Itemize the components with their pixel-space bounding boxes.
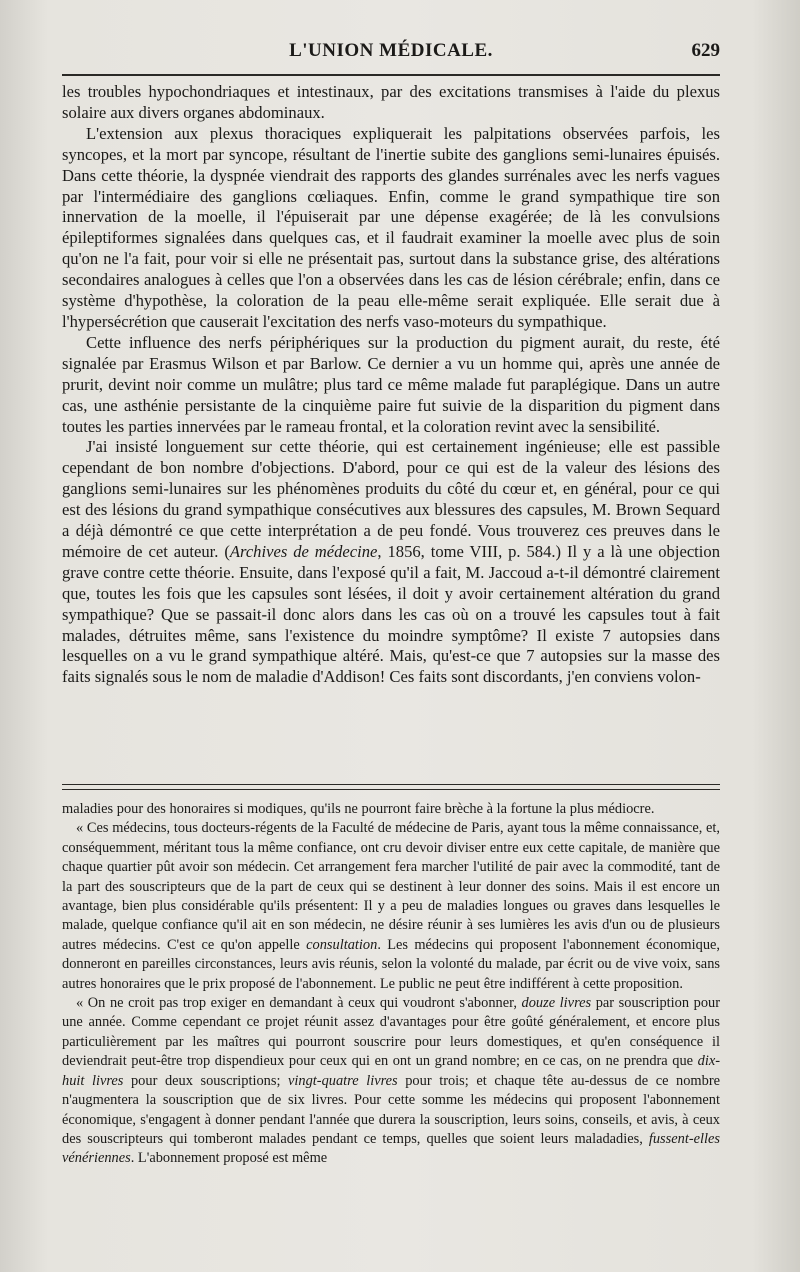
header-rule bbox=[62, 74, 720, 76]
italic-dix-huit-livres: dix-huit livres bbox=[62, 1053, 720, 1089]
feuilleton-paragraph-3 bbox=[62, 994, 720, 1169]
italic-consultation: consultation bbox=[306, 936, 378, 953]
running-title: L'UNION MÉDICALE. bbox=[289, 40, 493, 61]
feuilleton-p2-part-a: « Ces médecins, tous docteurs-régents de la Faculté de médecine de Paris, ayant tous la même connaissance, et, conséquemment, méritant tous la même confiance, ont cru devoir diviser entre eux cette capitale, de manière que chaque quartier pût avoir son médecin. Cet arrangement fera marcher l'utilité de pair avec la commodité, tant de la part des souscripteurs que de la part de ceux qui se destinent à leur donner des soins. Mais il est encore un avantage, bien plus considérable qu'ils présentent: Il y a peu de maladies longues ou graves dans lesquelles le malade, quelque confiance qu'il ait en son médecin, ne désire réunir à ses lumières les avis d'un ou de plusieurs autres médecins. C'est ce qu'on appelle bbox=[62, 820, 720, 953]
feuilleton-p3-part-a: « On ne croit pas trop exiger en demandant à ceux qui voudront s'abonner, bbox=[76, 995, 522, 1012]
paragraph-1: les troubles hypochondriaques et intestinaux, par des excitations transmises à l'aide du plexus solaire aux divers organes abdominaux. bbox=[62, 82, 720, 122]
paragraph-3: Cette influence des nerfs périphériques sur la production du pigment aurait, du reste, été signalée par Erasmus Wilson et par Barlow. Ce dernier a vu un homme qui, après une année de prurit, devint noir comme un mulâtre; plus tard ce même malade fut paraplégique. Dans un autre cas, une asthénie persistante de la cinquième paire fut suivie de la disparition du pigment dans toutes les parties innervées par le rameau frontal, et la coloration revint avec la sensibilité. bbox=[62, 332, 720, 436]
feuilleton-paragraph-2 bbox=[62, 819, 720, 994]
feuilleton-p3-part-d: pour trois; et chaque tête au-dessus de ce nombre n'augmentera la souscription que de six livres. Pour cette somme les médecins qui proposent l'abonnement économique, s'engagent à donner pendant l'année que durera la souscription, leurs soins, conseils, et avis, à ceux des souscripteurs qui tomberont malades pendant ce temps, quelles que soient leurs maladadies, bbox=[62, 1072, 721, 1147]
feuilleton-p3-part-b: par souscription pour une année. Comme cependant ce projet réunit assez d'avantages pour être goûté généralement, et encore plus particulièrement par les maîtres qui pourront souscrire pour leurs domestiques, et qu'en conséquence il deviendrait peut-être trop dispendieux pour ceux qui en ont un grand nombre; en ce cas, on ne prendra que bbox=[62, 995, 721, 1070]
paragraph-4 bbox=[62, 437, 720, 688]
italic-vingt-quatre-livres: vingt-quatre livres bbox=[288, 1072, 398, 1089]
paragraph-4-part-a: J'ai insisté longuement sur cette théorie, qui est certainement ingénieuse; elle est passible cependant de bon nombre d'objections. D'abord, pour ce qui est de la valeur des lésions des ganglions semi-lunaires sur les phénomènes produits du côté du cœur et, en général, pour ce qui est des lésions du grand sympathique consécutives aux blessures des capsules, M. Brown Sequard a déjà démontré ce que cette interprétation a de peu fondé. Vous trouverez ces preuves dans le mémoire de cet auteur. ( bbox=[62, 437, 720, 561]
paragraph-2: L'extension aux plexus thoraciques expliquerait les palpitations observées parfois, les syncopes, et la mort par syncope, résultant de l'inertie subite des ganglions semi-lunaires épuisés. Dans cette théorie, la dyspnée viendrait des rapports des glandes surrénales avec les nerfs vagues par l'intermédiaire des ganglions cœliaques. Enfin, comme le grand sympathique tire son innervation de la moelle, il l'épuiserait par une dépense exagérée; de là les convulsions épileptiformes signalées dans quelques cas, et il faudrait examiner la moelle avec plus de soin qu'on ne l'a fait, pour voir si elle ne présentait pas, surtout dans la substance grise, des altérations secondaires analogues à celles que l'on a observées dans les cas de lésion cérébrale; enfin, dans ce système d'hypothèse, la coloration de la peau elle-même serait expliquée. Elle serait due à l'hypersécrétion que causerait l'excitation des nerfs vaso-moteurs du sympathique. bbox=[62, 123, 720, 331]
feuilleton-paragraph-1: maladies pour des honoraires si modiques, qu'ils ne pourront faire brèche à la fortune la plus médiocre. bbox=[62, 801, 655, 817]
feuilleton-p3-part-c: pour deux souscriptions; bbox=[123, 1072, 289, 1089]
page-header bbox=[62, 40, 720, 70]
feuilleton-divider bbox=[62, 784, 720, 790]
main-article-text bbox=[62, 82, 720, 688]
feuilleton-p2-part-b: . Les médecins qui proposent l'abonnement économique, donneront en pareilles circonstances, leurs avis réunis, selon la volonté du malade, par écrit ou de vive voix, sans autres honoraires que le prix proposé de l'abonnement. Le public ne peut être indifférent à cette proposition. bbox=[62, 936, 720, 992]
italic-fussent-elles-veneriennes: fussent-elles vénériennes bbox=[62, 1130, 720, 1167]
italic-douze-livres: douze livres bbox=[521, 995, 592, 1012]
paragraph-4-part-b: , 1856, tome VIII, p. 584.) Il y a là une objection grave contre cette théorie. Ensuite, dans l'exposé qu'il a fait, M. Jaccoud a-t-il démontré clairement que, toutes les fois que les capsules sont lésées, il doit y avoir certainement altération du grand sympathique? Que se passait-il donc alors dans les cas où on a trouvé les capsules tout à fait malades, détruites même, sans l'existence du moindre symptôme? Il existe 7 autopsies dans lesquelles on a vu le grand sympathique altéré. Mais, qu'est-ce que 7 autopsies sur la masse des faits signalés sous le nom de maladie d'Addison! Ces faits sont discordants, j'en conviens volon- bbox=[62, 541, 721, 687]
feuilleton-p3-part-e: . L'abonnement proposé est même bbox=[130, 1150, 328, 1167]
page-number: 629 bbox=[691, 40, 720, 61]
citation-title: Archives de médecine bbox=[229, 541, 378, 561]
feuilleton-text bbox=[62, 800, 720, 1169]
